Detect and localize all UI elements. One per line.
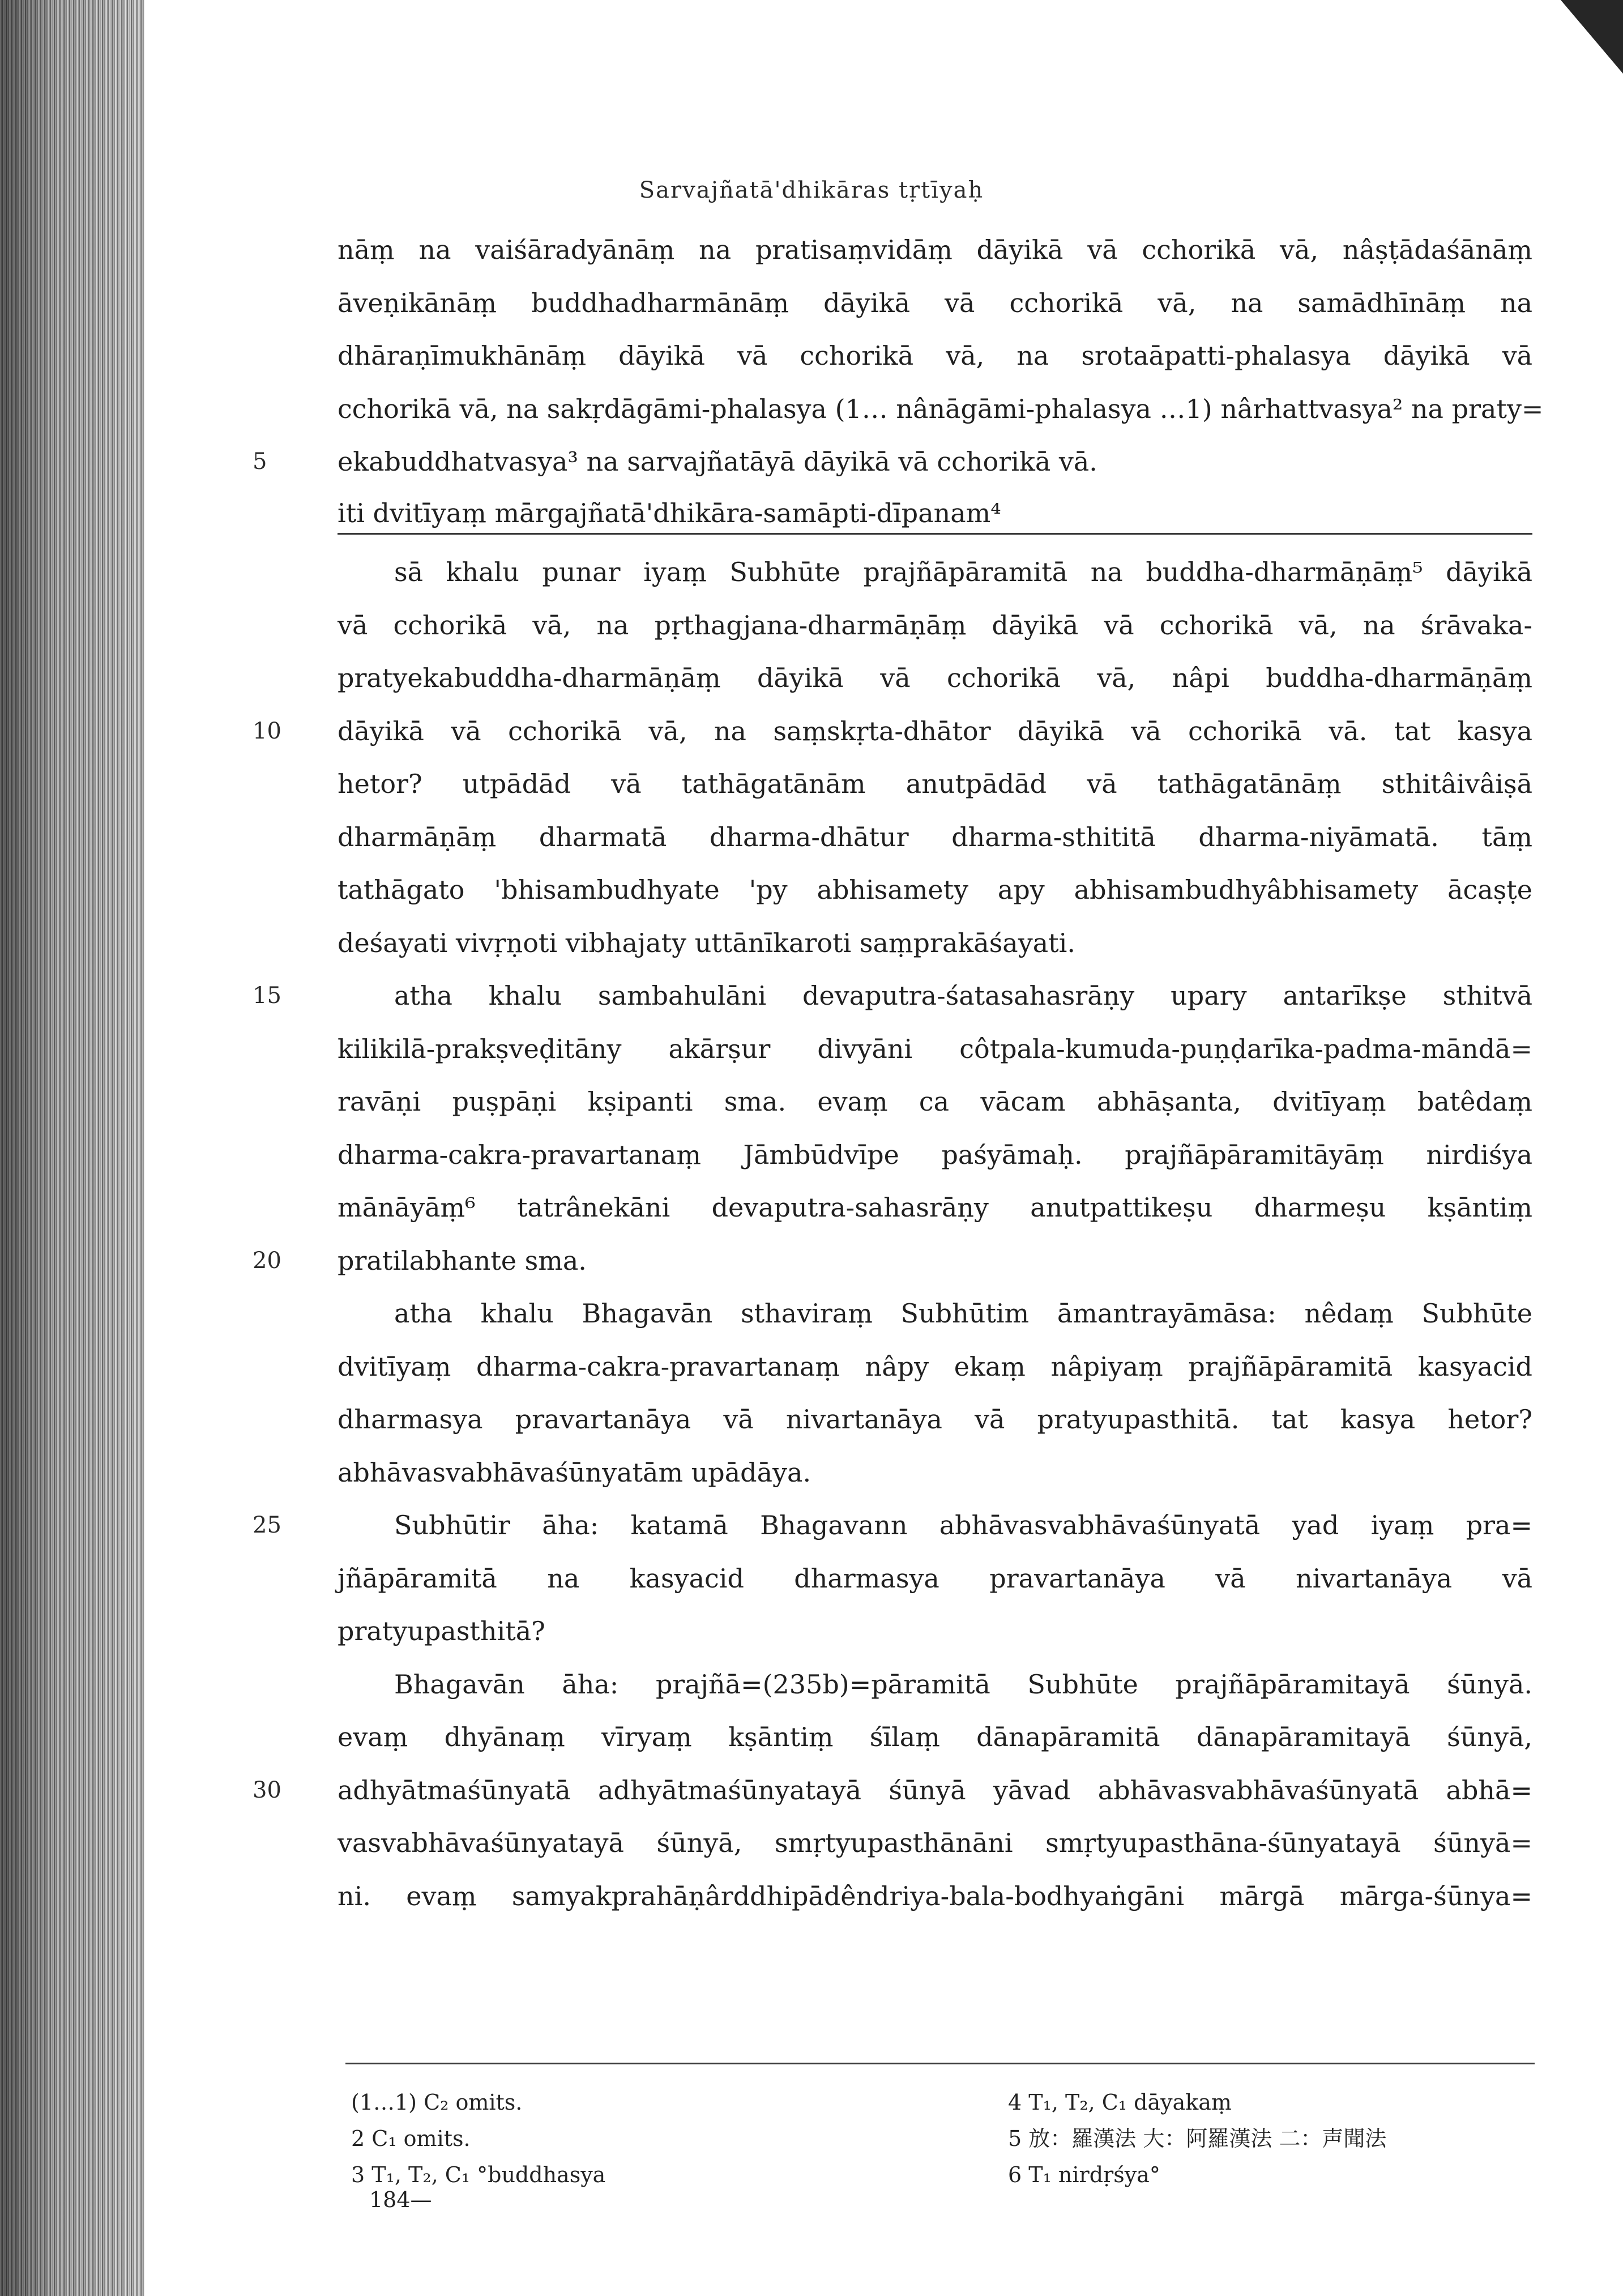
text-line	[253, 970, 1532, 1023]
line-text: ekabuddhatvasya³ na sarvajñatāyā dāyikā vā cchorikā vā.	[338, 446, 1097, 477]
line-text: abhāvasvabhāvaśūnyatām upādāya.	[338, 1457, 812, 1488]
text-line	[338, 1552, 1532, 1606]
line-text: dharmāṇāṃ dharmatā dharma-dhātur dharma-sthititā dharma-niyāmatā. tāṃ	[338, 821, 1532, 852]
line-text: pratilabhante sma.	[338, 1245, 587, 1276]
text-line	[338, 1287, 1532, 1341]
footnote: 3 T₁, T₂, C₁ °buddhasya	[351, 2162, 606, 2187]
line-number: 15	[253, 983, 281, 1009]
line-text: hetor? utpādād vā tathāgatānām anutpādād vā tathāgatānāṃ sthitâivâiṣā	[338, 769, 1532, 799]
text-line	[338, 864, 1532, 917]
text-line	[338, 1658, 1532, 1712]
line-text: ni. evaṃ samyakprahāṇârddhipādêndriya-bala-bodhyaṅgāni mārgā mārga-śūnya=	[338, 1880, 1532, 1911]
line-text: atha khalu Bhagavān sthaviraṃ Subhūtim āmantrayāmāsa: nêdaṃ Subhūte	[394, 1298, 1532, 1329]
line-text: āveṇikānāṃ buddhadharmānāṃ dāyikā vā cchorikā vā, na samādhīnāṃ na	[338, 287, 1532, 318]
text-line	[338, 277, 1532, 330]
line-text: evaṃ dhyānaṃ vīryaṃ kṣāntiṃ śīlaṃ dānapāramitā dānapāramitayā śūnyā,	[338, 1722, 1532, 1752]
line-text: dvitīyaṃ dharma-cakra-pravartanaṃ nâpy ekaṃ nâpiyaṃ prajñāpāramitā kasyacid	[338, 1351, 1532, 1382]
text-line	[338, 1181, 1532, 1235]
line-text: pratyekabuddha-dharmāṇāṃ dāyikā vā cchorikā vā, nâpi buddha-dharmāṇāṃ	[338, 663, 1532, 693]
section-heading: iti dvitīyaṃ mārgajñatā'dhikāra-samāpti-dīpanam⁴	[338, 493, 1532, 535]
line-text: nāṃ na vaiśāradyānāṃ na pratisaṃvidāṃ dāyikā vā cchorikā vā, nâṣṭādaśānāṃ	[338, 234, 1532, 265]
line-text: sā khalu punar iyaṃ Subhūte prajñāpāramitā na buddha-dharmāṇāṃ⁵ dāyikā	[394, 557, 1532, 587]
text-line	[338, 1870, 1532, 1923]
footnote: 4 T₁, T₂, C₁ dāyakaṃ	[1008, 2090, 1232, 2115]
text-line	[253, 436, 1532, 489]
text-line	[338, 758, 1532, 811]
footnote-divider	[345, 2063, 1535, 2064]
line-number: 25	[253, 1512, 281, 1538]
line-text: dāyikā vā cchorikā vā, na saṃskṛta-dhātor dāyikā vā cchorikā vā. tat kasya	[338, 715, 1532, 746]
text-line	[338, 1023, 1532, 1076]
main-text	[253, 224, 1544, 1923]
line-number: 20	[253, 1247, 281, 1274]
line-text: cchorikā vā, na sakṛdāgāmi-phalasya (1… nânāgāmi-phalasya …1) nârhattvasya² na praty=	[338, 393, 1544, 424]
line-text: dhāraṇīmukhānāṃ dāyikā vā cchorikā vā, na srotaāpatti-phalasya dāyikā vā	[338, 340, 1532, 371]
line-text: vā cchorikā vā, na pṛthagjana-dharmāṇāṃ dāyikā vā cchorikā vā, na śrāvaka-	[338, 609, 1532, 641]
footnotes-left-column	[351, 2084, 605, 2193]
scan-corner-shadow	[1561, 0, 1623, 74]
line-number: 30	[253, 1777, 281, 1803]
line-text: kilikilā-prakṣveḍitāny akārṣur divyāni côtpala-kumuda-puṇḍarīka-padma-māndā=	[338, 1033, 1532, 1064]
line-text: jñāpāramitā na kasyacid dharmasya pravartanāya vā nivartanāya vā	[338, 1563, 1532, 1594]
page-edge-stack	[0, 0, 144, 2296]
text-line	[338, 1817, 1532, 1870]
line-text: pratyupasthitā?	[338, 1616, 545, 1646]
line-text: tathāgato 'bhisambudhyate 'py abhisamety apy abhisambudhyâbhisamety ācaṣṭe	[338, 874, 1532, 905]
running-header: Sarvajñatā'dhikāras tṛtīyaḥ	[639, 177, 984, 203]
line-text: dharmasya pravartanāya vā nivartanāya vā pratyupasthitā. tat kasya hetor?	[338, 1404, 1532, 1435]
text-line	[338, 599, 1532, 652]
text-line	[338, 1446, 1532, 1500]
line-text: dharma-cakra-pravartanaṃ Jāmbūdvīpe paśyāmaḥ. prajñāpāramitāyāṃ nirdiśya	[338, 1139, 1532, 1170]
line-text: mānāyāṃ⁶ tatrânekāni devaputra-sahasrāṇy anutpattikeṣu dharmeṣu kṣāntiṃ	[338, 1192, 1532, 1223]
line-number: 10	[253, 718, 281, 744]
line-text: Subhūtir āha: katamā Bhagavann abhāvasvabhāvaśūnyatā yad iyaṃ pra=	[394, 1510, 1532, 1540]
footnote: (1…1) C₂ omits.	[351, 2090, 523, 2115]
text-line	[338, 1605, 1532, 1658]
line-text: deśayati vivṛṇoti vibhajaty uttānīkaroti saṃprakāśayati.	[338, 927, 1075, 958]
text-line	[338, 383, 1544, 436]
line-text: ravāṇi puṣpāṇi kṣipanti sma. evaṃ ca vācam abhāṣanta, dvitīyaṃ batêdaṃ	[338, 1086, 1532, 1117]
line-number: 5	[253, 449, 267, 475]
text-line	[338, 1341, 1532, 1394]
text-line	[338, 1076, 1532, 1129]
footnote: 2 C₁ omits.	[351, 2126, 471, 2151]
text-line	[338, 917, 1532, 970]
line-text: adhyātmaśūnyatā adhyātmaśūnyatayā śūnyā yāvad abhāvasvabhāvaśūnyatā abhā=	[338, 1774, 1532, 1806]
line-text: vasvabhāvaśūnyatayā śūnyā, smṛtyupasthānāni smṛtyupasthāna-śūnyatayā śūnyā=	[338, 1828, 1532, 1858]
text-line	[253, 1499, 1532, 1552]
text-line	[338, 652, 1532, 705]
text-line	[338, 1711, 1532, 1764]
footnote: 5 放：羅漢法 大：阿羅漢法 二：声聞法	[1008, 2126, 1387, 2151]
page-number: 184—	[369, 2187, 432, 2212]
section-heading-line	[338, 493, 1532, 547]
text-line	[338, 546, 1532, 599]
text-line	[338, 224, 1532, 277]
text-line	[338, 1129, 1532, 1182]
text-line	[338, 811, 1532, 864]
line-text: Bhagavān āha: prajñā=(235b)=pāramitā Subhūte prajñāpāramitayā śūnyā.	[394, 1668, 1532, 1700]
line-text: atha khalu sambahulāni devaputra-śatasahasrāṇy upary antarīkṣe sthitvā	[394, 980, 1532, 1011]
footnotes-right-column	[1008, 2084, 1386, 2193]
text-line	[253, 1764, 1532, 1817]
text-line	[253, 1235, 1532, 1288]
footnote: 6 T₁ nirdṛśya°	[1008, 2162, 1160, 2187]
text-line	[253, 705, 1532, 758]
text-line	[338, 1393, 1532, 1446]
text-line	[338, 330, 1532, 383]
